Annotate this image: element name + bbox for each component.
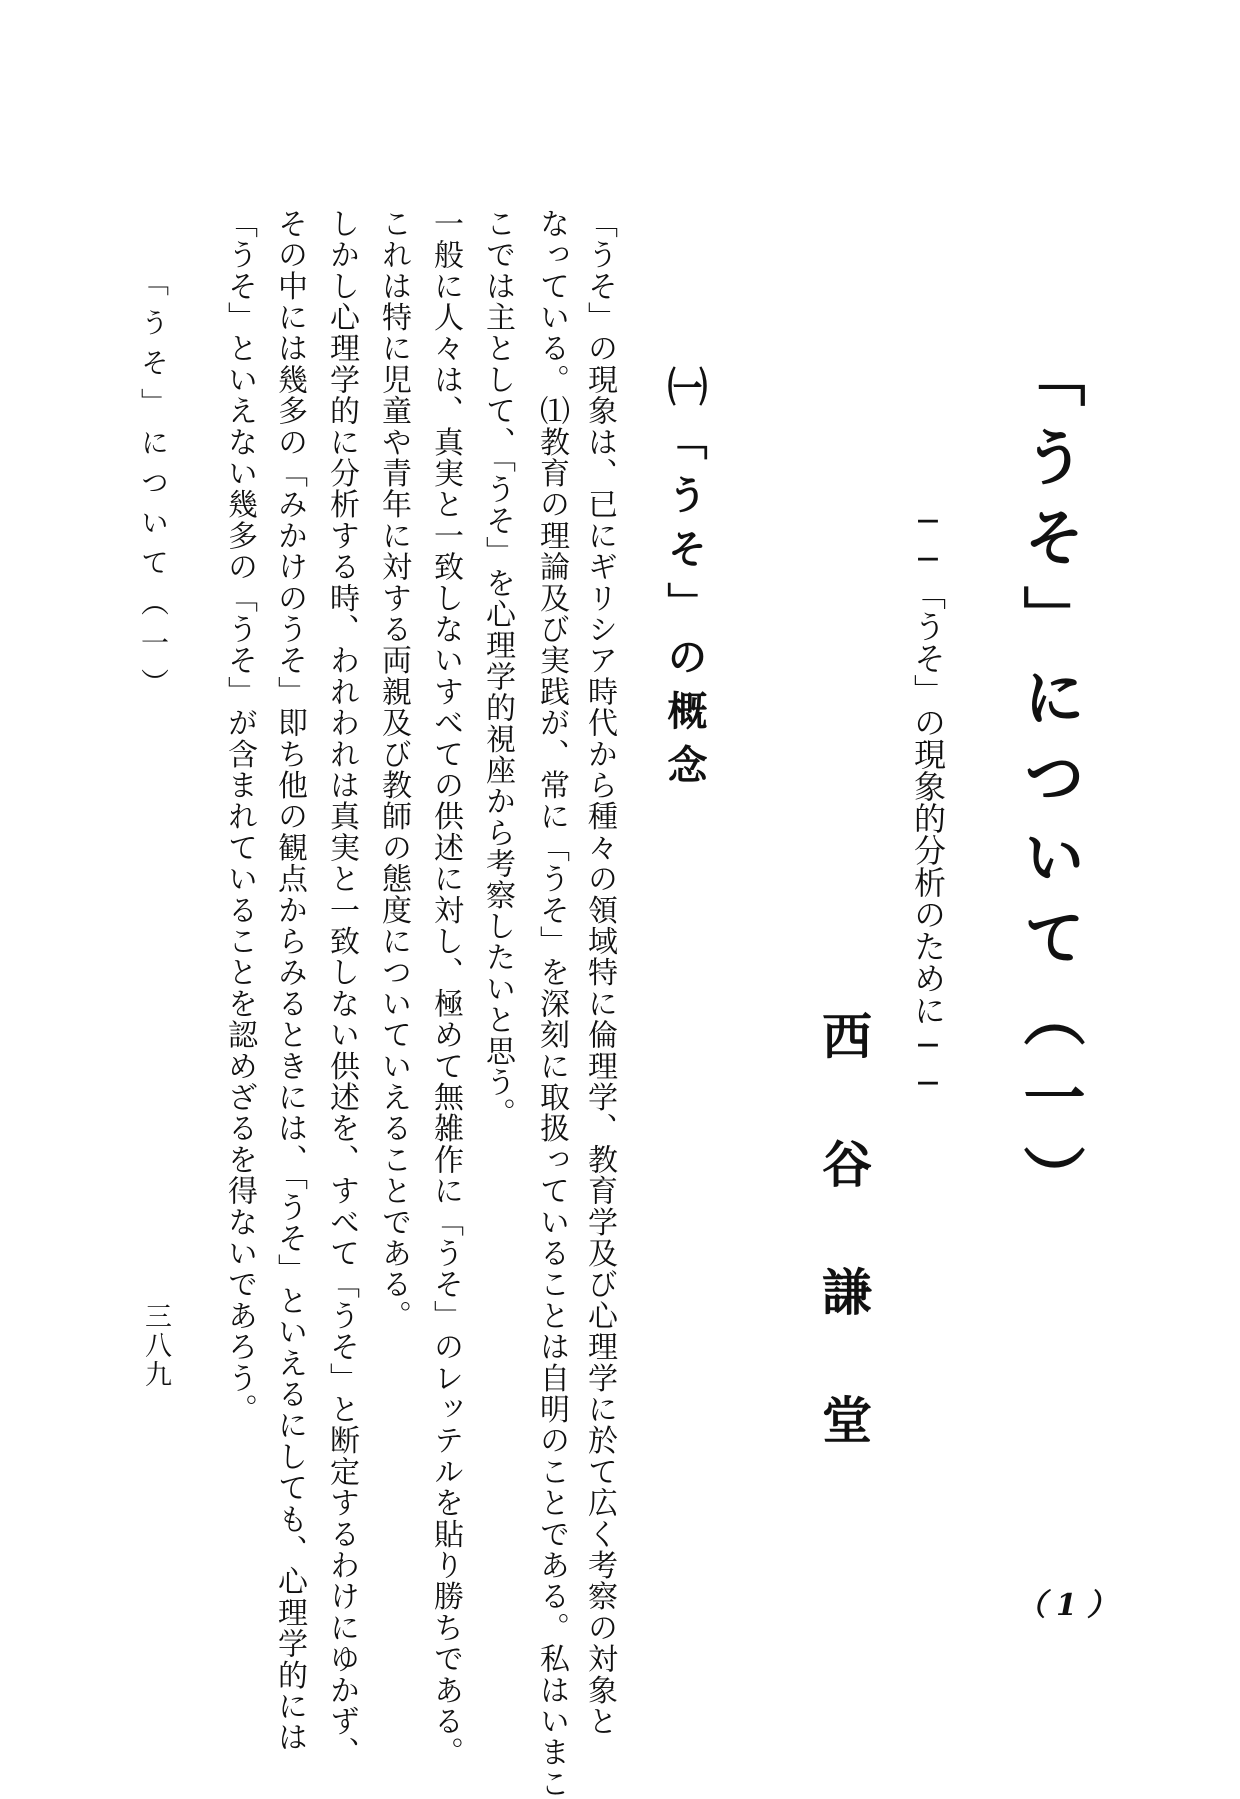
body-column: 「うそ」の現象は、已にギリシア時代から種々の領域特に倫理学、教育学及び心理学に於て広く考察の対象と bbox=[582, 208, 617, 1737]
section-heading: ㈠「うそ」の概念 bbox=[661, 366, 708, 798]
article-subtitle: ──「うそ」の現象的分析のために── bbox=[909, 502, 947, 1102]
running-head: 「うそ」について（一） bbox=[137, 268, 170, 708]
page-number: （1） bbox=[1016, 1588, 1127, 1623]
author-name: 西谷謙堂 bbox=[814, 1010, 873, 1522]
body-column: 「うそ」といえない幾多の「うそ」が含まれていることを認めざるを得ないであろう。 bbox=[222, 208, 257, 1425]
body-column: これは特に児童や青年に対する両親及び教師の態度についていえることである。 bbox=[376, 208, 411, 1332]
article-title: 「うそ」について（一） bbox=[1013, 345, 1086, 1225]
body-column: しかし心理学的に分析する時、われわれは真実と一致しない供述を、すべて「うそ」と断定するわけにゆかず、 bbox=[324, 208, 359, 1768]
body-column: こでは主として、「うそ」を心理学的視座から考察したいと思う。 bbox=[480, 208, 515, 1129]
body-column: 一般に人々は、真実と一致しないすべての供述に対し、極めて無雑作に「うそ」のレッテルを貼り勝ちである。 bbox=[428, 208, 463, 1768]
body-column: なっている。⑴教育の理論及び実践が、常に「うそ」を深刻に取扱っていることは自明のことである。私はいまこ bbox=[534, 208, 569, 1799]
page-number-kanji: 三八九 bbox=[140, 1302, 171, 1389]
body-column: その中には幾多の「みかけのうそ」即ち他の観点からみるときには、「うそ」といえるにしても、心理学的には bbox=[272, 208, 307, 1753]
